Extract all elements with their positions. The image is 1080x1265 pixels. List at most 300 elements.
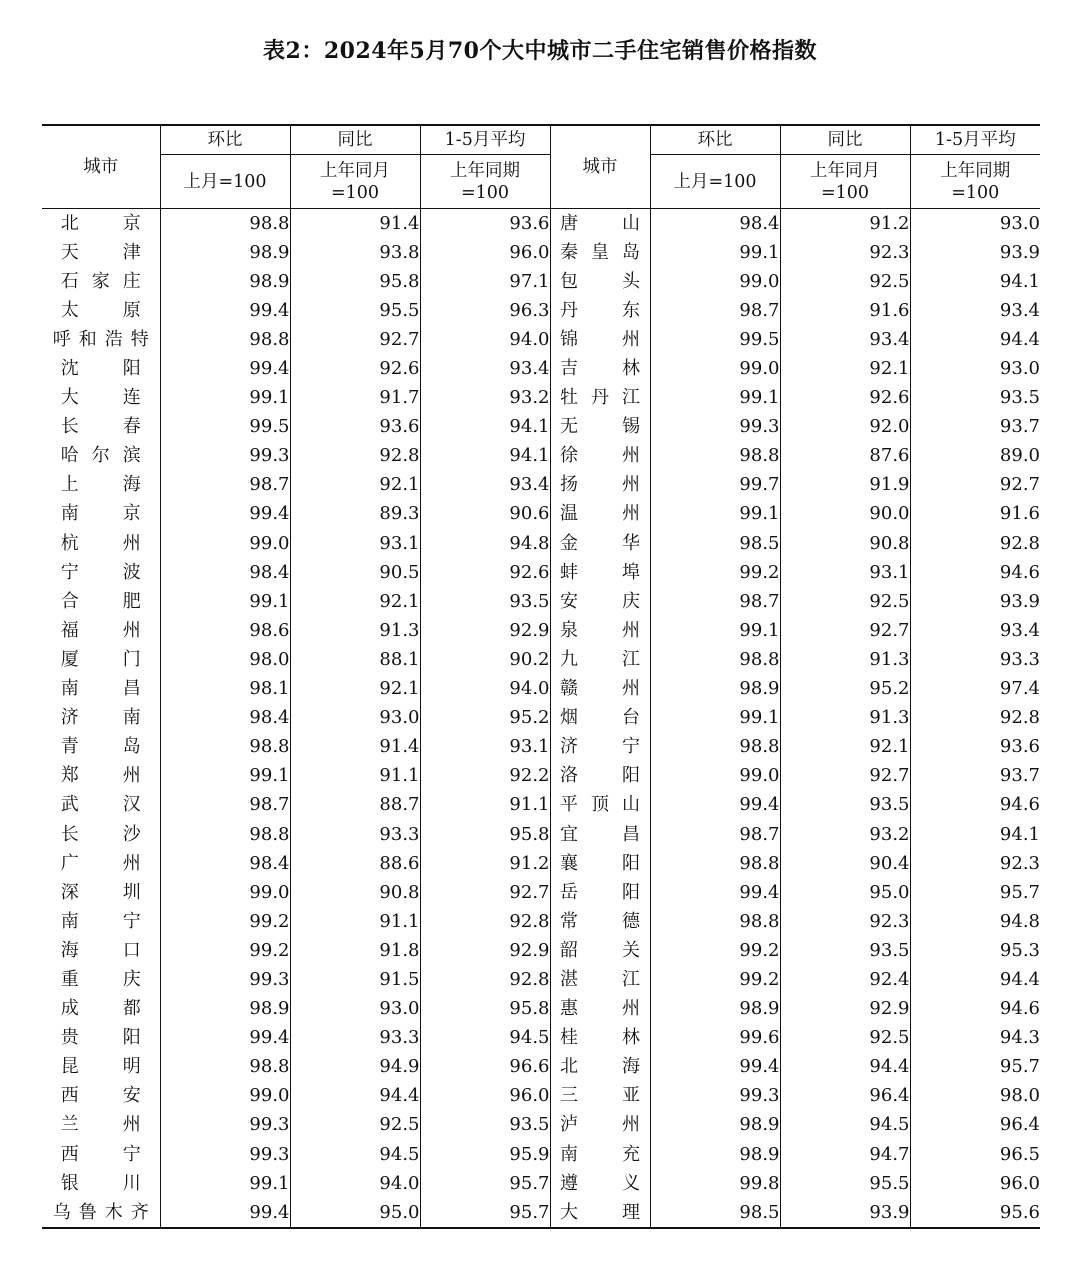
avg-value: 94.5 [420,1024,550,1053]
city-cell-left [42,267,160,296]
mom-value: 98.1 [160,675,290,704]
avg-value: 91.6 [910,500,1040,529]
yoy-value: 92.1 [290,675,420,704]
city-name: 乌鲁木齐 [52,1201,149,1223]
city-cell-right [550,209,650,239]
yoy-value: 91.3 [780,704,910,733]
table-row [42,267,1040,296]
mom-value: 98.8 [160,209,290,239]
mom-value: 98.4 [160,558,290,587]
avg-value: 95.7 [910,1053,1040,1082]
city-name: 烟台 [560,707,640,729]
yoy-value: 90.0 [780,500,910,529]
yoy-value: 92.1 [290,471,420,500]
mom-value: 99.5 [650,325,780,354]
table-row [42,704,1040,733]
mom-base-right: 上月=100 [650,155,780,209]
city-cell-right [550,1053,650,1082]
city-name: 泉州 [560,619,640,641]
avg-value: 92.7 [420,878,550,907]
mom-value: 99.2 [650,965,780,994]
table-row [42,733,1040,762]
avg-value: 93.7 [910,413,1040,442]
avg-value: 92.9 [420,936,550,965]
city-header-right: 城市 [550,125,650,209]
yoy-value: 91.1 [290,762,420,791]
city-cell-left [42,704,160,733]
table-row [42,791,1040,820]
yoy-header-left: 同比 [290,125,420,155]
yoy-value: 92.1 [780,733,910,762]
mom-value: 99.0 [160,529,290,558]
yoy-value: 93.4 [780,325,910,354]
table-row [42,907,1040,936]
mom-value: 99.0 [650,267,780,296]
city-cell-right [550,267,650,296]
table-row [42,500,1040,529]
avg-value: 97.4 [910,675,1040,704]
mom-value: 98.9 [160,995,290,1024]
yoy-value: 93.9 [780,1198,910,1228]
mom-value: 98.7 [160,471,290,500]
yoy-value: 88.6 [290,849,420,878]
city-cell-left [42,1053,160,1082]
mom-value: 99.1 [160,1169,290,1198]
city-cell-right [550,1024,650,1053]
mom-value: 98.9 [160,267,290,296]
mom-value: 99.2 [650,936,780,965]
city-cell-right [550,965,650,994]
city-name: 无锡 [560,416,640,438]
city-cell-left [42,296,160,325]
city-cell-left [42,354,160,383]
avg-value: 95.9 [420,1140,550,1169]
table-row [42,645,1040,674]
avg-value: 93.5 [420,1111,550,1140]
yoy-value: 91.7 [290,384,420,413]
mom-value: 99.8 [650,1169,780,1198]
city-name: 福州 [60,619,141,641]
yoy-value: 91.5 [290,965,420,994]
city-cell-right [550,1169,650,1198]
city-name: 吉林 [560,358,640,380]
mom-value: 99.2 [160,936,290,965]
city-name: 济宁 [560,736,640,758]
avg-value: 94.6 [910,558,1040,587]
mom-value: 99.3 [650,1082,780,1111]
avg-value: 97.1 [420,267,550,296]
mom-value: 99.3 [160,442,290,471]
mom-value: 99.1 [650,238,780,267]
city-cell-right [550,500,650,529]
table-row [42,529,1040,558]
city-name: 徐州 [560,445,640,467]
mom-base-left: 上月=100 [160,155,290,209]
mom-value: 99.3 [160,1140,290,1169]
city-name: 襄阳 [560,852,640,874]
city-cell-right [550,1198,650,1228]
mom-value: 98.8 [160,325,290,354]
yoy-value: 92.7 [780,616,910,645]
avg-value: 96.0 [420,238,550,267]
mom-value: 98.7 [160,791,290,820]
city-name: 锦州 [560,328,640,350]
table-row [42,354,1040,383]
yoy-value: 93.3 [290,820,420,849]
city-name: 贵阳 [60,1027,141,1049]
avg-value: 90.6 [420,500,550,529]
city-cell-left [42,442,160,471]
city-cell-right [550,1082,650,1111]
city-name: 宁波 [60,561,141,583]
table-row [42,558,1040,587]
yoy-value: 95.0 [290,1198,420,1228]
mom-value: 98.9 [650,1111,780,1140]
city-name: 济南 [60,707,141,729]
city-name: 金华 [560,532,640,554]
avg-value: 94.0 [420,675,550,704]
yoy-value: 91.2 [780,209,910,239]
mom-value: 98.8 [650,733,780,762]
table-row [42,1169,1040,1198]
city-name: 北海 [560,1056,640,1078]
avg-value: 96.4 [910,1111,1040,1140]
table-header [42,125,1040,209]
city-name: 青岛 [60,736,141,758]
avg-value: 92.6 [420,558,550,587]
avg-value: 96.6 [420,1053,550,1082]
city-name: 天津 [60,241,141,263]
city-name: 郑州 [60,765,141,787]
table-row [42,384,1040,413]
yoy-value: 92.6 [290,354,420,383]
city-name: 赣州 [560,678,640,700]
avg-base-right-text: 上年同期=100 [940,160,1011,203]
avg-base-left-text: 上年同期=100 [450,160,520,203]
city-name: 海口 [60,939,141,961]
yoy-value: 90.4 [780,849,910,878]
avg-value: 94.8 [420,529,550,558]
mom-value: 99.3 [650,413,780,442]
price-index-table [42,124,1040,1229]
city-name: 石家庄 [60,270,141,292]
city-cell-right [550,645,650,674]
avg-value: 93.9 [910,238,1040,267]
avg-value: 91.1 [420,791,550,820]
city-name: 平顶山 [560,794,640,816]
yoy-value: 92.9 [780,995,910,1024]
city-name: 深圳 [60,881,141,903]
city-name: 包头 [560,270,640,292]
yoy-base-left [290,155,420,209]
avg-value: 92.2 [420,762,550,791]
avg-value: 94.0 [420,325,550,354]
city-name: 重庆 [60,968,141,990]
city-cell-left [42,1024,160,1053]
city-name: 桂林 [560,1027,640,1049]
table-row [42,325,1040,354]
city-cell-right [550,675,650,704]
table-row [42,296,1040,325]
mom-value: 99.3 [160,1111,290,1140]
city-name: 呼和浩特 [52,328,149,350]
city-name: 温州 [560,503,640,525]
yoy-value: 94.4 [290,1082,420,1111]
city-cell-left [42,936,160,965]
table-row [42,762,1040,791]
avg-base-left [420,155,550,209]
table-row [42,1111,1040,1140]
city-name: 韶关 [560,939,640,961]
table-row [42,1198,1040,1228]
avg-value: 95.8 [420,995,550,1024]
yoy-value: 95.5 [780,1169,910,1198]
mom-value: 98.7 [650,587,780,616]
yoy-base-left-text: 上年同月=100 [320,160,390,203]
yoy-value: 94.0 [290,1169,420,1198]
yoy-value: 92.5 [290,1111,420,1140]
city-name: 常德 [560,910,640,932]
yoy-value: 92.8 [290,442,420,471]
yoy-value: 93.3 [290,1024,420,1053]
city-name: 武汉 [60,794,141,816]
yoy-base-right [780,155,910,209]
yoy-value: 93.5 [780,936,910,965]
avg-value: 93.0 [910,209,1040,239]
avg-value: 92.9 [420,616,550,645]
city-cell-right [550,587,650,616]
city-name: 长沙 [60,823,141,845]
table-row [42,995,1040,1024]
city-name: 岳阳 [560,881,640,903]
table-row [42,616,1040,645]
city-cell-left [42,1140,160,1169]
mom-value: 99.4 [160,1024,290,1053]
city-cell-left [42,500,160,529]
city-cell-left [42,325,160,354]
table-row [42,849,1040,878]
city-cell-left [42,413,160,442]
yoy-value: 95.8 [290,267,420,296]
avg-value: 95.7 [420,1198,550,1228]
yoy-value: 91.9 [780,471,910,500]
avg-value: 93.5 [910,384,1040,413]
city-cell-right [550,384,650,413]
city-name: 合肥 [60,590,141,612]
mom-value: 99.0 [650,762,780,791]
city-cell-right [550,354,650,383]
avg-value: 93.4 [910,616,1040,645]
mom-value: 99.4 [650,878,780,907]
yoy-value: 91.6 [780,296,910,325]
city-cell-left [42,1169,160,1198]
table-row [42,1053,1040,1082]
mom-value: 98.4 [160,704,290,733]
yoy-value: 92.0 [780,413,910,442]
city-name: 西安 [60,1085,141,1107]
city-cell-right [550,413,650,442]
city-cell-right [550,791,650,820]
avg-value: 93.4 [420,471,550,500]
yoy-value: 93.5 [780,791,910,820]
table-row [42,209,1040,239]
yoy-value: 91.3 [290,616,420,645]
city-cell-right [550,529,650,558]
city-cell-left [42,209,160,239]
yoy-value: 93.0 [290,704,420,733]
yoy-value: 95.0 [780,878,910,907]
yoy-base-right-text: 上年同月=100 [810,160,880,203]
city-name: 扬州 [560,474,640,496]
avg-value: 92.7 [910,471,1040,500]
city-name: 南京 [60,503,141,525]
yoy-value: 92.5 [780,267,910,296]
mom-header-left: 环比 [160,125,290,155]
city-name: 兰州 [60,1114,141,1136]
city-name: 沈阳 [60,358,141,380]
table-row [42,587,1040,616]
city-cell-left [42,587,160,616]
city-cell-right [550,704,650,733]
yoy-value: 93.2 [780,820,910,849]
mom-value: 99.2 [160,907,290,936]
avg-value: 94.1 [420,413,550,442]
mom-value: 99.7 [650,471,780,500]
avg-value: 96.0 [910,1169,1040,1198]
city-cell-left [42,675,160,704]
mom-value: 98.7 [650,820,780,849]
avg-value: 94.8 [910,907,1040,936]
avg-value: 93.6 [910,733,1040,762]
avg-value: 94.6 [910,995,1040,1024]
city-cell-right [550,936,650,965]
city-cell-right [550,558,650,587]
yoy-value: 92.6 [780,384,910,413]
city-cell-left [42,1111,160,1140]
mom-value: 98.9 [650,995,780,1024]
city-name: 银川 [60,1172,141,1194]
city-cell-right [550,1111,650,1140]
city-cell-left [42,616,160,645]
avg-value: 90.2 [420,645,550,674]
city-name: 宜昌 [560,823,640,845]
city-cell-right [550,733,650,762]
mom-value: 99.5 [160,413,290,442]
yoy-value: 95.5 [290,296,420,325]
yoy-value: 91.3 [780,645,910,674]
avg-value: 95.8 [420,820,550,849]
yoy-value: 96.4 [780,1082,910,1111]
mom-value: 98.8 [160,733,290,762]
city-cell-left [42,995,160,1024]
city-name: 南宁 [60,910,141,932]
city-cell-right [550,296,650,325]
city-name: 南充 [560,1143,640,1165]
mom-value: 99.4 [160,354,290,383]
mom-value: 98.4 [650,209,780,239]
avg-value: 93.9 [910,587,1040,616]
city-cell-right [550,616,650,645]
city-name: 杭州 [60,532,141,554]
yoy-value: 94.5 [780,1111,910,1140]
yoy-value: 95.2 [780,675,910,704]
city-cell-right [550,995,650,1024]
yoy-value: 89.3 [290,500,420,529]
avg-base-right [910,155,1040,209]
city-cell-left [42,849,160,878]
mom-value: 99.1 [650,384,780,413]
yoy-value: 91.8 [290,936,420,965]
city-name: 惠州 [560,998,640,1020]
mom-value: 99.4 [160,296,290,325]
mom-value: 98.8 [160,1053,290,1082]
avg-value: 93.7 [910,762,1040,791]
avg-value: 91.2 [420,849,550,878]
table-row [42,675,1040,704]
city-cell-right [550,849,650,878]
avg-value: 95.2 [420,704,550,733]
yoy-value: 92.3 [780,238,910,267]
mom-value: 99.4 [650,791,780,820]
city-cell-left [42,733,160,762]
yoy-value: 91.1 [290,907,420,936]
city-cell-left [42,762,160,791]
yoy-value: 92.1 [780,354,910,383]
avg-value: 94.4 [910,325,1040,354]
avg-value: 96.5 [910,1140,1040,1169]
avg-value: 92.3 [910,849,1040,878]
mom-value: 98.9 [650,1140,780,1169]
city-cell-right [550,1140,650,1169]
avg-value: 95.7 [910,878,1040,907]
city-name: 遵义 [560,1172,640,1194]
city-cell-right [550,471,650,500]
mom-value: 99.1 [160,384,290,413]
city-name: 唐山 [560,212,640,234]
city-cell-left [42,878,160,907]
table-row [42,1024,1040,1053]
city-cell-right [550,762,650,791]
city-name: 湛江 [560,968,640,990]
yoy-value: 94.7 [780,1140,910,1169]
yoy-header-right: 同比 [780,125,910,155]
city-cell-right [550,878,650,907]
city-cell-left [42,384,160,413]
table-row [42,820,1040,849]
avg-value: 93.5 [420,587,550,616]
city-name: 丹东 [560,299,640,321]
yoy-value: 92.7 [780,762,910,791]
mom-value: 98.0 [160,645,290,674]
yoy-value: 92.3 [780,907,910,936]
mom-value: 99.0 [160,878,290,907]
city-name: 牡丹江 [560,387,640,409]
mom-value: 99.1 [650,500,780,529]
yoy-value: 94.9 [290,1053,420,1082]
mom-value: 98.8 [650,645,780,674]
table-row [42,936,1040,965]
city-name: 北京 [60,212,141,234]
yoy-value: 91.4 [290,733,420,762]
table-row [42,238,1040,267]
yoy-value: 93.6 [290,413,420,442]
mom-value: 99.6 [650,1024,780,1053]
mom-value: 98.5 [650,1198,780,1228]
city-cell-left [42,471,160,500]
yoy-value: 88.7 [290,791,420,820]
city-cell-left [42,238,160,267]
mom-value: 98.9 [160,238,290,267]
